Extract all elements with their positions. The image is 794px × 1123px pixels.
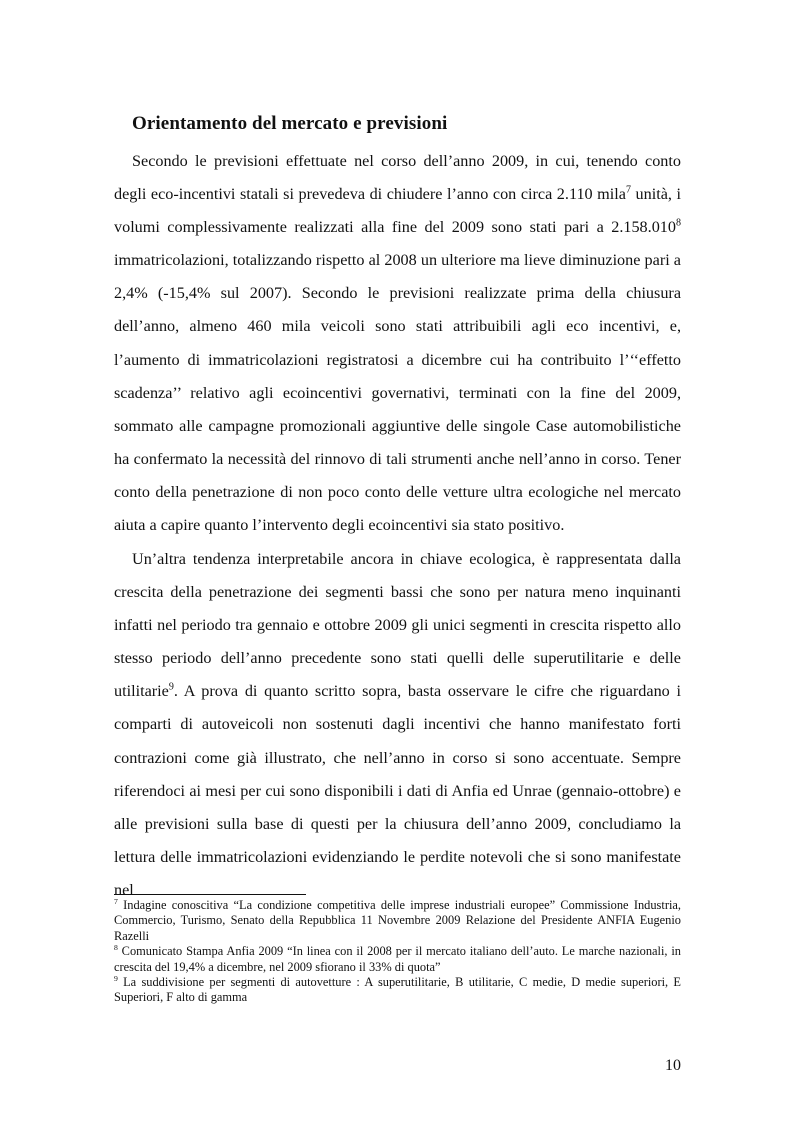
paragraph-2-text-b: . A prova di quanto scritto sopra, basta osservare le cifre che riguardano i comparti di autoveicoli non sostenuti dagli incentivi che hanno manifestato forti contrazioni come già illustrato, che nell’anno in corso si sono accentuate. Sempre riferendoci ai mesi per cui sono disponibili i dati di Anfia ed Unrae (gennaio-ottobre) e alle previsioni sulla base di questi per la chiusura dell’anno 2009, concludiamo la lettura delle immatricolazioni evidenziando le perdite notevoli che si sono manifestate nel [114, 682, 681, 899]
footnote-ref-9[interactable]: 9 [168, 681, 174, 693]
footnote-8 [114, 944, 681, 975]
footnote-7-text: Indagine conoscitiva “La condizione competitiva delle imprese industriali europee” Commissione Industria, Commercio, Turismo, Senato della Repubblica 11 Novembre 2009 Relazione del Presidente ANFIA Eugenio Razelli [114, 898, 681, 943]
paragraph-2 [114, 543, 681, 907]
footnote-9 [114, 975, 681, 1006]
paragraph-1-text-b: unità, i volumi complessivamente realizzati alla fine del 2009 sono stati pari a 2.158.010 [114, 185, 681, 237]
footnote-ref-8[interactable]: 8 [675, 217, 681, 229]
footnote-8-number: 8 [114, 943, 118, 953]
footnote-8-text: Comunicato Stampa Anfia 2009 “In linea con il 2008 per il mercato italiano dell’auto. Le marche nazionali, in crescita del 19,4% a dicembre, nel 2009 sfiorano il 33% di quota” [114, 944, 681, 974]
footnote-ref-7[interactable]: 7 [625, 184, 631, 196]
section-heading: Orientamento del mercato e previsioni [132, 113, 448, 134]
paragraph-1-text-a: Secondo le previsioni effettuate nel corso dell’anno 2009, in cui, tenendo conto degli eco-incentivi statali si prevedeva di chiudere l’anno con circa 2.110 mila [114, 152, 681, 204]
page-number: 10 [665, 1057, 681, 1074]
footnote-9-number: 9 [114, 973, 118, 983]
footnote-separator [114, 894, 306, 895]
paragraph-1-text-c: immatricolazioni, totalizzando rispetto al 2008 un ulteriore ma lieve diminuzione pari a 2,4% (-15,4% sul 2007). Secondo le previsioni realizzate prima della chiusura dell’anno, almeno 460 mila veicoli sono stati attribuibili agli eco incentivi, e, l’aumento di immatricolazioni registratosi a dicembre cui ha contribuito l’‘‘effetto scadenza’’ relativo agli ecoincentivi governativi, terminati con la fine del 2009, sommato alle campagne promozionali aggiuntive delle singole Case automobilistiche ha confermato la necessità del rinnovo di tali strumenti anche nell’anno in corso. Tener conto della penetrazione di non poco conto delle vetture ultra ecologiche nel mercato aiuta a capire quanto l’intervento degli ecoincentivi sia stato positivo. [114, 251, 681, 535]
paragraph-1 [114, 145, 681, 542]
footnotes-section [114, 898, 681, 1006]
footnote-7-number: 7 [114, 896, 118, 906]
paragraph-2-text-a: Un’altra tendenza interpretabile ancora in chiave ecologica, è rappresentata dalla crescita della penetrazione dei segmenti bassi che sono per natura meno inquinanti infatti nel periodo tra gennaio e ottobre 2009 gli unici segmenti in crescita rispetto allo stesso periodo dell’anno precedente sono stati quelli delle superutilitarie e delle utilitarie [114, 550, 681, 701]
footnote-9-text: La suddivisione per segmenti di autovetture : A superutilitarie, B utilitarie, C medie, D medie superiori, E Superiori, F alto di gamma [114, 975, 681, 1005]
footnote-7 [114, 898, 681, 944]
